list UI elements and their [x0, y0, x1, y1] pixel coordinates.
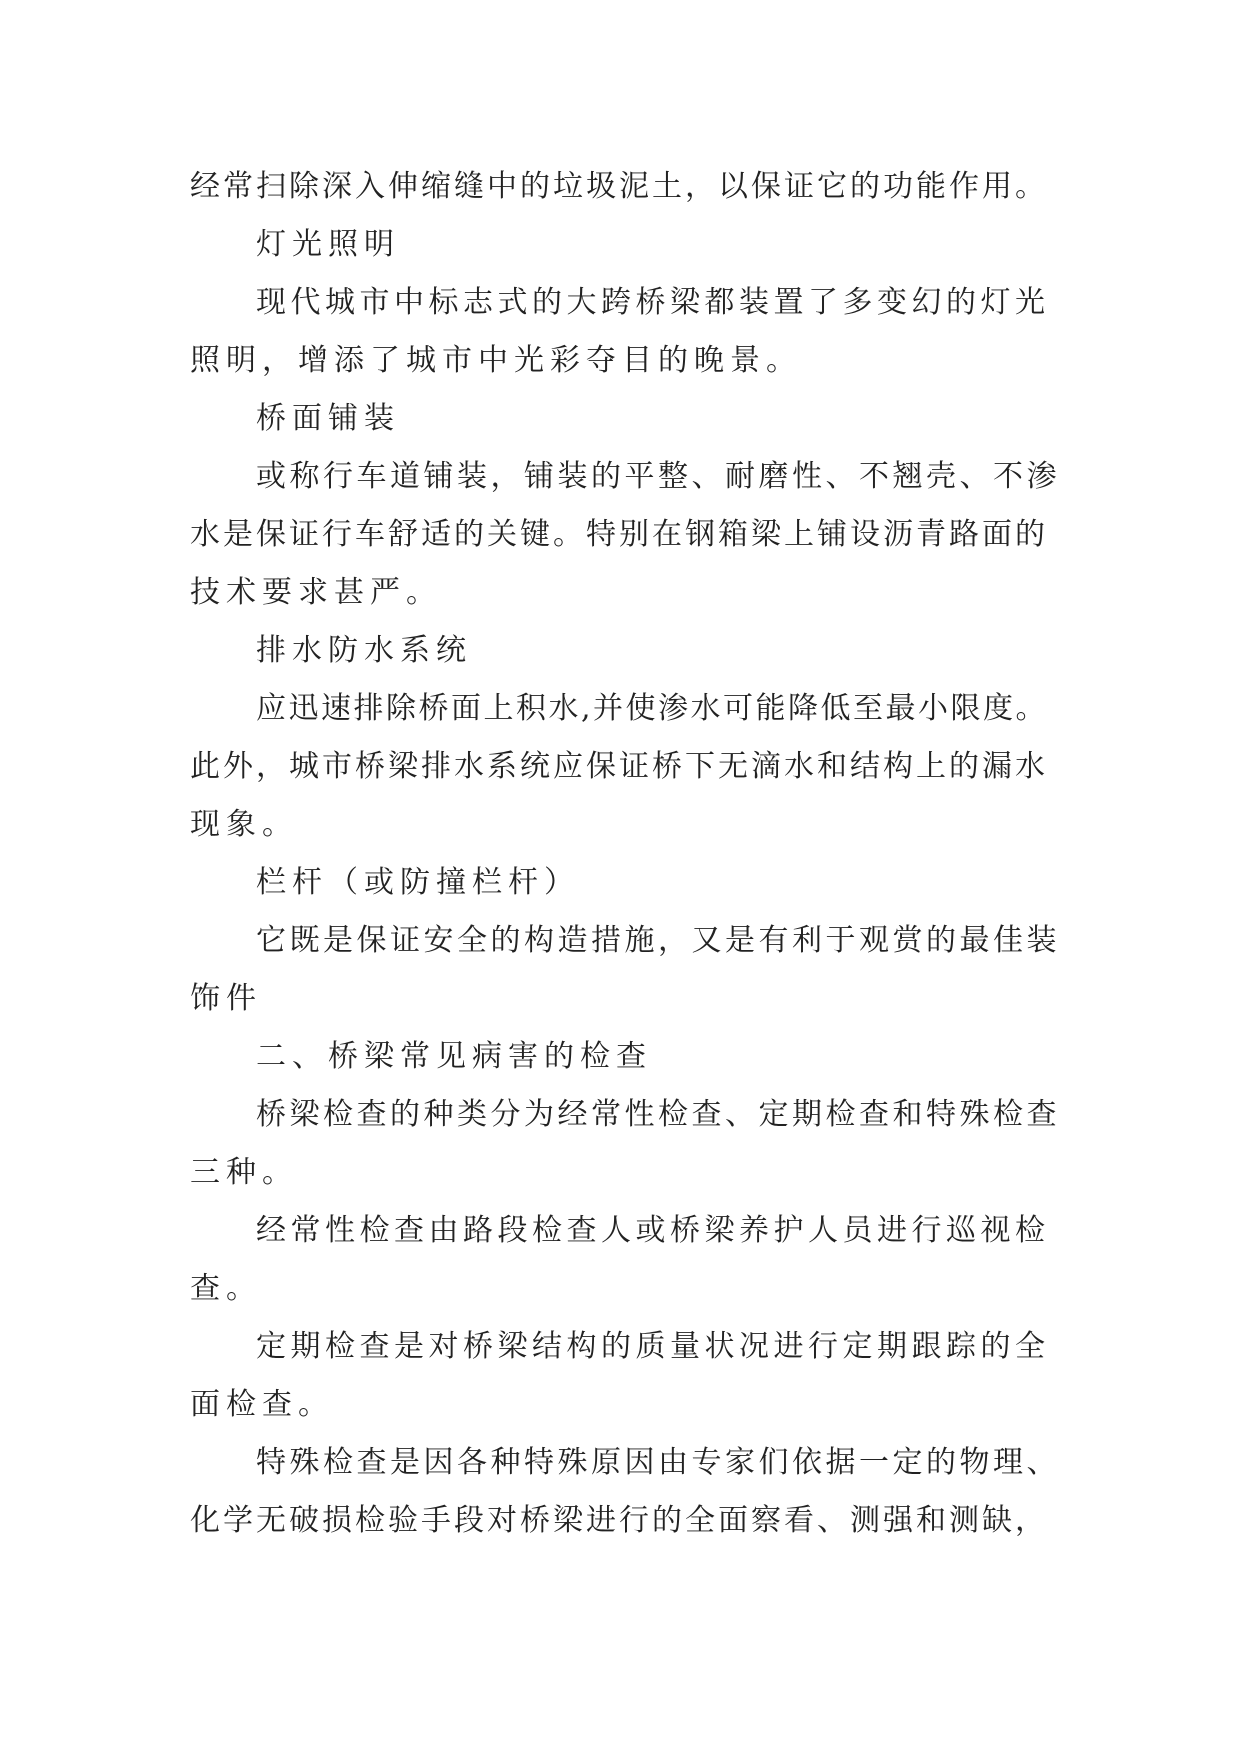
text-line: 三种。 [190, 1155, 298, 1190]
text-line: 桥面铺装 [256, 401, 400, 436]
text-line: 特殊检查是因各种特殊原因由专家们依据一定的物理、 [256, 1445, 1060, 1480]
text-line: 栏杆（或防撞栏杆） [256, 865, 580, 900]
text-line: 排水防水系统 [256, 633, 472, 668]
text-line: 二、桥梁常见病害的检查 [256, 1039, 652, 1074]
text-line: 或称行车道铺装，铺装的平整、耐磨性、不翘壳、不渗 [256, 459, 1060, 494]
text-line: 此外，城市桥梁排水系统应保证桥下无滴水和结构上的漏水 [190, 749, 1048, 784]
text-line: 经常扫除深入伸缩缝中的垃圾泥土，以保证它的功能作用。 [190, 169, 1048, 204]
text-line: 照明，增添了城市中光彩夺目的晚景。 [190, 343, 802, 378]
text-line: 经常性检查由路段检查人或桥梁养护人员进行巡视检 [256, 1213, 1050, 1248]
text-line: 面检查。 [190, 1387, 334, 1422]
text-line: 灯光照明 [256, 227, 400, 262]
text-line: 化学无破损检验手段对桥梁进行的全面察看、测强和测缺， [190, 1503, 1048, 1538]
text-line: 查。 [190, 1271, 262, 1306]
text-line: 定期检查是对桥梁结构的质量状况进行定期跟踪的全 [256, 1329, 1050, 1364]
text-line: 应迅速排除桥面上积水,并使渗水可能降低至最小限度。 [256, 691, 1049, 726]
text-line: 饰件 [190, 981, 262, 1016]
document-body [190, 158, 1060, 1550]
text-line: 现代城市中标志式的大跨桥梁都装置了多变幻的灯光 [256, 285, 1050, 320]
text-line: 它既是保证安全的构造措施，又是有利于观赏的最佳装 [256, 923, 1060, 958]
text-line: 桥梁检查的种类分为经常性检查、定期检查和特殊检查 [256, 1097, 1060, 1132]
text-line: 现象。 [190, 807, 298, 842]
text-line: 水是保证行车舒适的关键。特别在钢箱梁上铺设沥青路面的 [190, 517, 1048, 552]
text-line: 技术要求甚严。 [190, 575, 442, 610]
